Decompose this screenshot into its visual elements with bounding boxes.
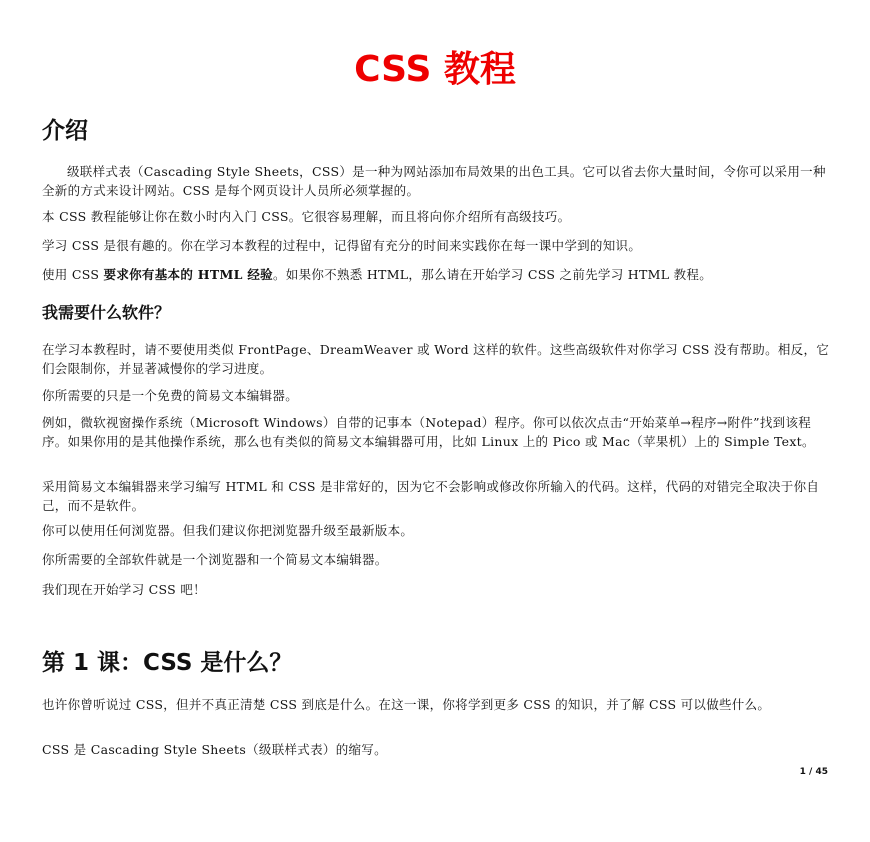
intro-paragraph-3: 学习 CSS 是很有趣的。你在学习本教程的过程中，记得留有充分的时间来实践你在每一课中学到的知识。 xyxy=(42,238,642,253)
intro-paragraph-1: 级联样式表（Cascading Style Sheets，CSS）是一种为网站添加布局效果的出色工具。它可以省去你大量时间，令你可以采用一种全新的方式来设计网站。CSS 是每个网页设计人员所必须掌握的。 xyxy=(42,164,826,198)
intro-p4-bold: 要求你有基本的 HTML 经验 xyxy=(103,267,273,282)
page-number: 1 / 45 xyxy=(799,767,828,777)
software-paragraph-7: 我们现在开始学习 CSS 吧！ xyxy=(42,582,206,597)
heading-software: 我需要什么软件？ xyxy=(42,303,171,322)
software-paragraph-5: 你可以使用任何浏览器。但我们建议你把浏览器升级至最新版本。 xyxy=(42,523,414,538)
heading-lesson-1: 第 1 课：CSS 是什么？ xyxy=(42,650,293,676)
lesson1-paragraph-2: CSS 是 Cascading Style Sheets（级联样式表）的缩写。 xyxy=(42,742,387,757)
lesson1-paragraph-1: 也许你曾听说过 CSS，但并不真正清楚 CSS 到底是什么。在这一课，你将学到更多 CSS 的知识，并了解 CSS 可以做些什么。 xyxy=(42,697,771,712)
heading-intro: 介绍 xyxy=(42,118,88,144)
software-paragraph-6: 你所需要的全部软件就是一个浏览器和一个简易文本编辑器。 xyxy=(42,552,388,567)
software-paragraph-1: 在学习本教程时，请不要使用类似 FrontPage、DreamWeaver 或 Word 这样的软件。这些高级软件对你学习 CSS 没有帮助。相反，它们会限制你，并显著减慢你的学习进度。 xyxy=(42,342,830,376)
intro-paragraph-2: 本 CSS 教程能够让你在数小时内入门 CSS。它很容易理解，而且将向你介绍所有高级技巧。 xyxy=(42,209,571,224)
intro-paragraph-4 xyxy=(42,265,832,284)
software-paragraph-4: 采用简易文本编辑器来学习编写 HTML 和 CSS 是非常好的，因为它不会影响或修改你所输入的代码。这样，代码的对错完全取决于你自己，而不是软件。 xyxy=(42,479,820,513)
intro-p4-pre: 使用 CSS xyxy=(42,267,104,282)
software-paragraph-2: 你所需要的只是一个免费的简易文本编辑器。 xyxy=(42,388,299,403)
software-paragraph-3: 例如，微软视窗操作系统（Microsoft Windows）自带的记事本（Notepad）程序。你可以依次点击“开始菜单→程序→附件”找到该程序。如果你用的是其他操作系统，那么也有类似的简易文本编辑器可用，比如 Linux 上的 Pico 或 Mac（苹果机）上的 Simple Text。 xyxy=(42,415,815,449)
intro-p4-post: 。如果你不熟悉 HTML，那么请在开始学习 CSS 之前先学习 HTML 教程。 xyxy=(272,267,712,282)
document-title: CSS 教程 xyxy=(354,49,516,90)
